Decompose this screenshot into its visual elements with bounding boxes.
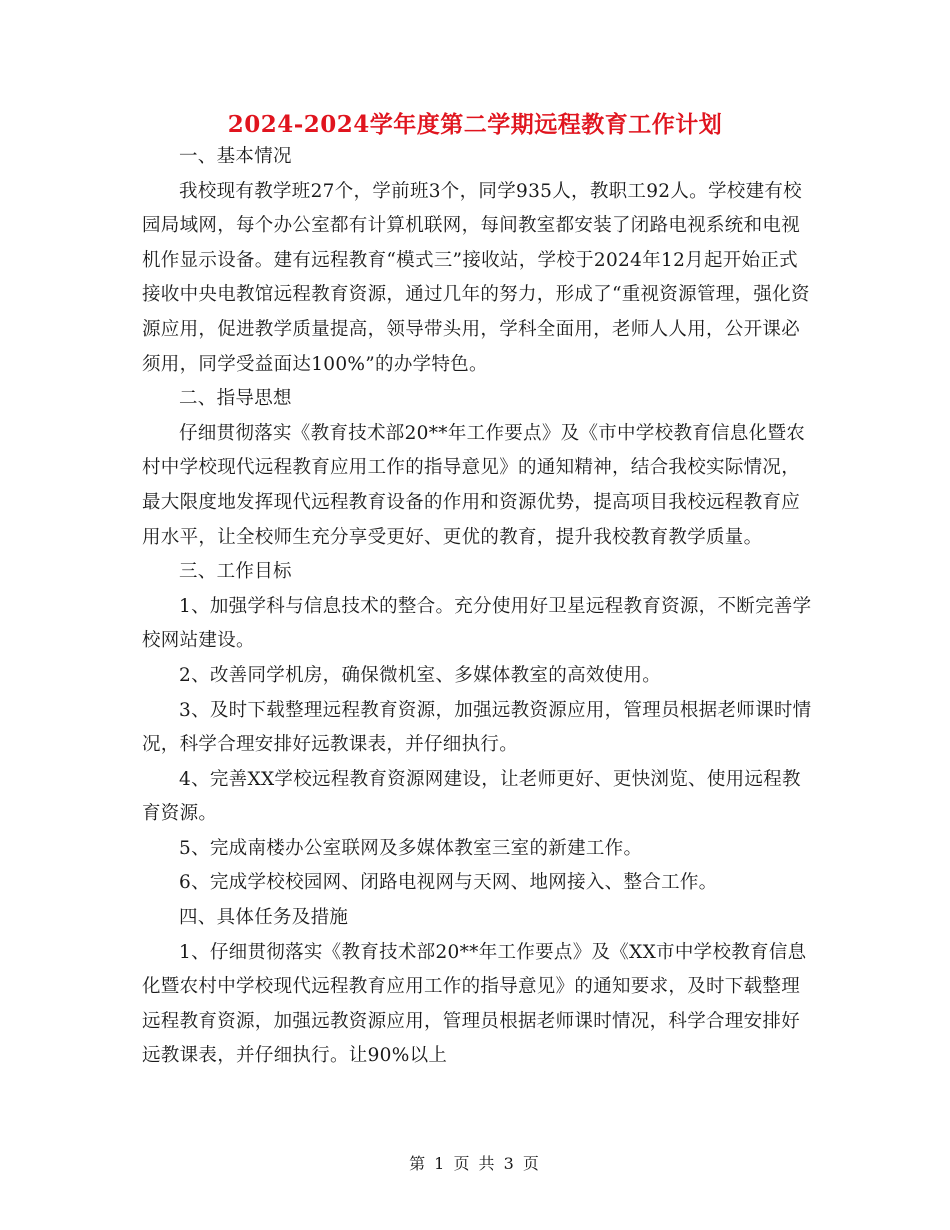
document-title: 2024-2024学年度第二学期远程教育工作计划 [227, 111, 723, 138]
goal-item-5: 5、完成南楼办公室联网及多媒体教室三室的新建工作。 [179, 837, 643, 859]
page-footer: 第 1 页 共 3 页 [409, 1154, 541, 1173]
paragraph-guiding-idea: 仔细贯彻落实《教育技术部20**年工作要点》及《市中学校教育信息化暨农村中学校现代远程教育应用工作的指导意见》的通知精神，结合我校实际情况，最大限度地发挥现代远程教育设备的作用和资源优势，提高项目我校远程教育应用水平，让全校师生充分享受更好、更优的教育，提升我校教育教学质量。 [142, 422, 806, 548]
section-heading-4: 四、具体任务及措施 [179, 907, 349, 929]
goal-item-3: 3、及时下载整理远程教育资源，加强远教资源应用，管理员根据老师课时情况，科学合理安排好远教课表，并仔细执行。 [142, 699, 812, 756]
task-item-1: 1、仔细贯彻落实《教育技术部20**年工作要点》及《XX市中学校教育信息化暨农村中学校现代远程教育应用工作的指导意见》的通知要求，及时下载整理远程教育资源，加强远教资源应用，管理员根据老师课时情况，科学合理安排好远教课表，并仔细执行。让90%以上 [142, 941, 807, 1067]
paragraph-basic-info: 我校现有教学班27个，学前班3个，同学935人，教职工92人。学校建有校园局域网，每个办公室都有计算机联网，每间教室都安装了闭路电视系统和电视机作显示设备。建有远程教育“模式三”接收站，学校于2024年12月起开始正式接收中央电教馆远程教育资源，通过几年的努力，形成了“重视资源管理，强化资源应用，促进教学质量提高，领导带头用，学科全面用，老师人人用，公开课必须用，同学受益面达100%”的办学特色。 [142, 180, 810, 375]
section-heading-2: 二、指导思想 [179, 388, 292, 410]
goal-item-2: 2、改善同学机房，确保微机室、多媒体教室的高效使用。 [179, 664, 662, 686]
section-heading-3: 三、工作目标 [179, 561, 292, 583]
section-heading-1: 一、基本情况 [179, 146, 292, 167]
document-body [142, 140, 814, 1074]
goal-item-4: 4、完善XX学校远程教育资源网建设，让老师更好、更快浏览、使用远程教育资源。 [142, 768, 801, 825]
goal-item-1: 1、加强学科与信息技术的整合。充分使用好卫星远程教育资源，不断完善学校网站建设。 [142, 595, 812, 652]
goal-item-6: 6、完成学校校园网、闭路电视网与天网、地网接入、整合工作。 [179, 872, 718, 894]
